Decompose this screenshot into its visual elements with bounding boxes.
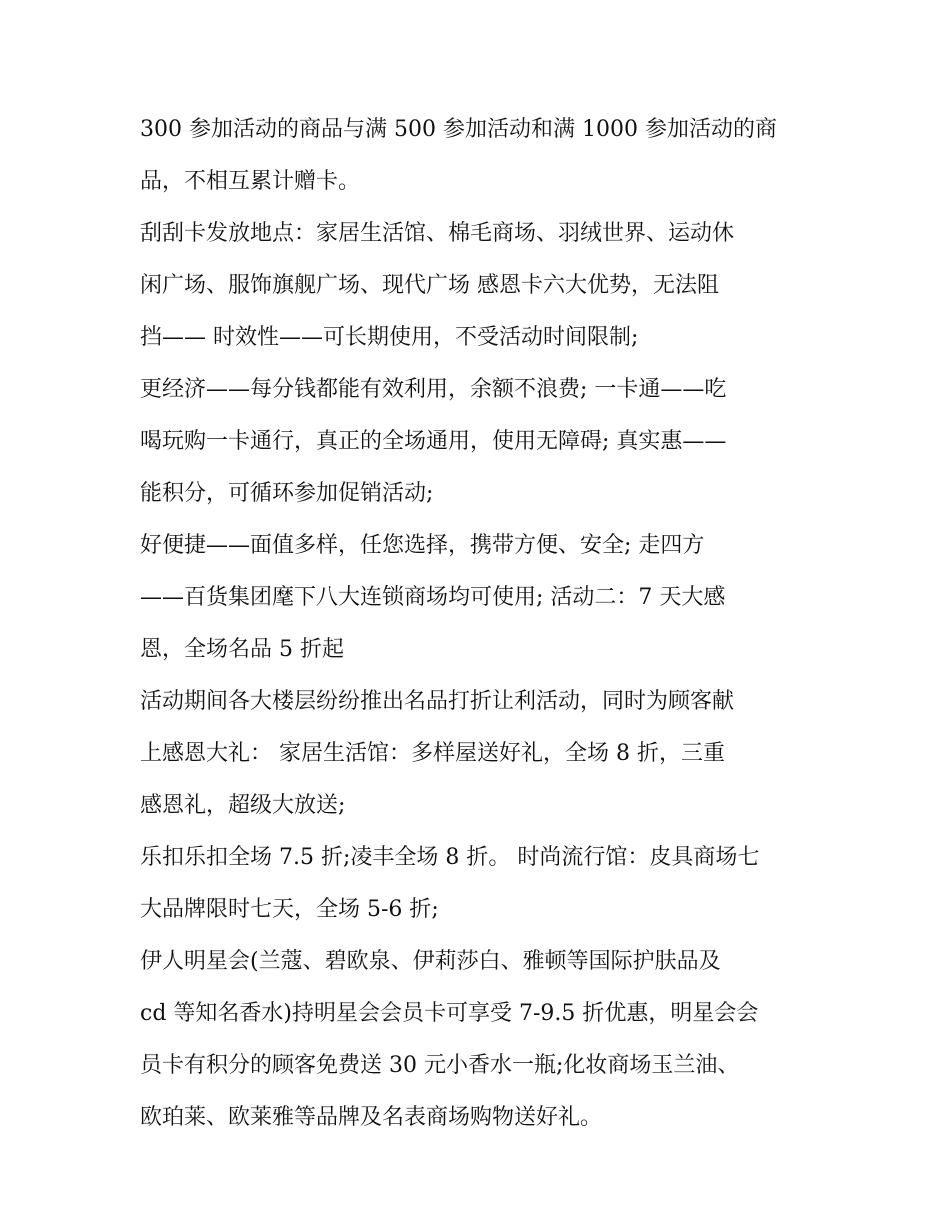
text-line: 欧珀莱、欧莱雅等品牌及名表商场购物送好礼。 xyxy=(140,1105,603,1130)
text-line: 员卡有积分的顾客免费送 30 元小香水一瓶;化妆商场玉兰油、 xyxy=(140,1053,740,1078)
text-line: 乐扣乐扣全场 7.5 折;凌丰全场 8 折。 时尚流行馆：皮具商场七 xyxy=(140,845,760,870)
text-line: 伊人明星会(兰蔻、碧欧泉、伊莉莎白、雅顿等国际护肤品及 xyxy=(140,949,721,974)
text-line: 恩，全场名品 5 折起 xyxy=(140,637,344,662)
text-line: 更经济——每分钱都能有效利用，余额不浪费; 一卡通——吃 xyxy=(140,377,727,402)
text-line: 能积分，可循环参加促销活动; xyxy=(140,481,434,506)
text-line: 闲广场、服饰旗舰广场、现代广场 感恩卡六大优势，无法阻 xyxy=(140,273,719,298)
text-line: 活动期间各大楼层纷纷推出名品打折让利活动，同时为顾客献 xyxy=(140,689,735,714)
text-line: 挡—— 时效性——可长期使用，不受活动时间限制; xyxy=(140,325,639,350)
text-line: 刮刮卡发放地点：家居生活馆、棉毛商场、羽绒世界、运动休 xyxy=(140,221,735,246)
text-line: 感恩礼，超级大放送; xyxy=(140,793,346,818)
text-line: cd 等知名香水)持明星会会员卡可享受 7-9.5 折优惠，明星会会 xyxy=(140,1001,759,1026)
text-line: 上感恩大礼： 家居生活馆：多样屋送好礼，全场 8 折，三重 xyxy=(140,741,725,766)
text-line: ——百货集团麾下八大连锁商场均可使用; 活动二：7 天大感 xyxy=(140,585,726,610)
text-line: 品，不相互累计赠卡。 xyxy=(140,169,361,194)
text-line: 300 参加活动的商品与满 500 参加活动和满 1000 参加活动的商 xyxy=(140,117,777,142)
text-line: 好便捷——面值多样，任您选择，携带方便、安全; 走四方 xyxy=(140,533,705,558)
text-line: 喝玩购一卡通行，真正的全场通用，使用无障碍; 真实惠—— xyxy=(140,429,727,454)
text-line: 大品牌限时七天，全场 5-6 折; xyxy=(140,897,439,922)
document-body xyxy=(140,104,820,1144)
